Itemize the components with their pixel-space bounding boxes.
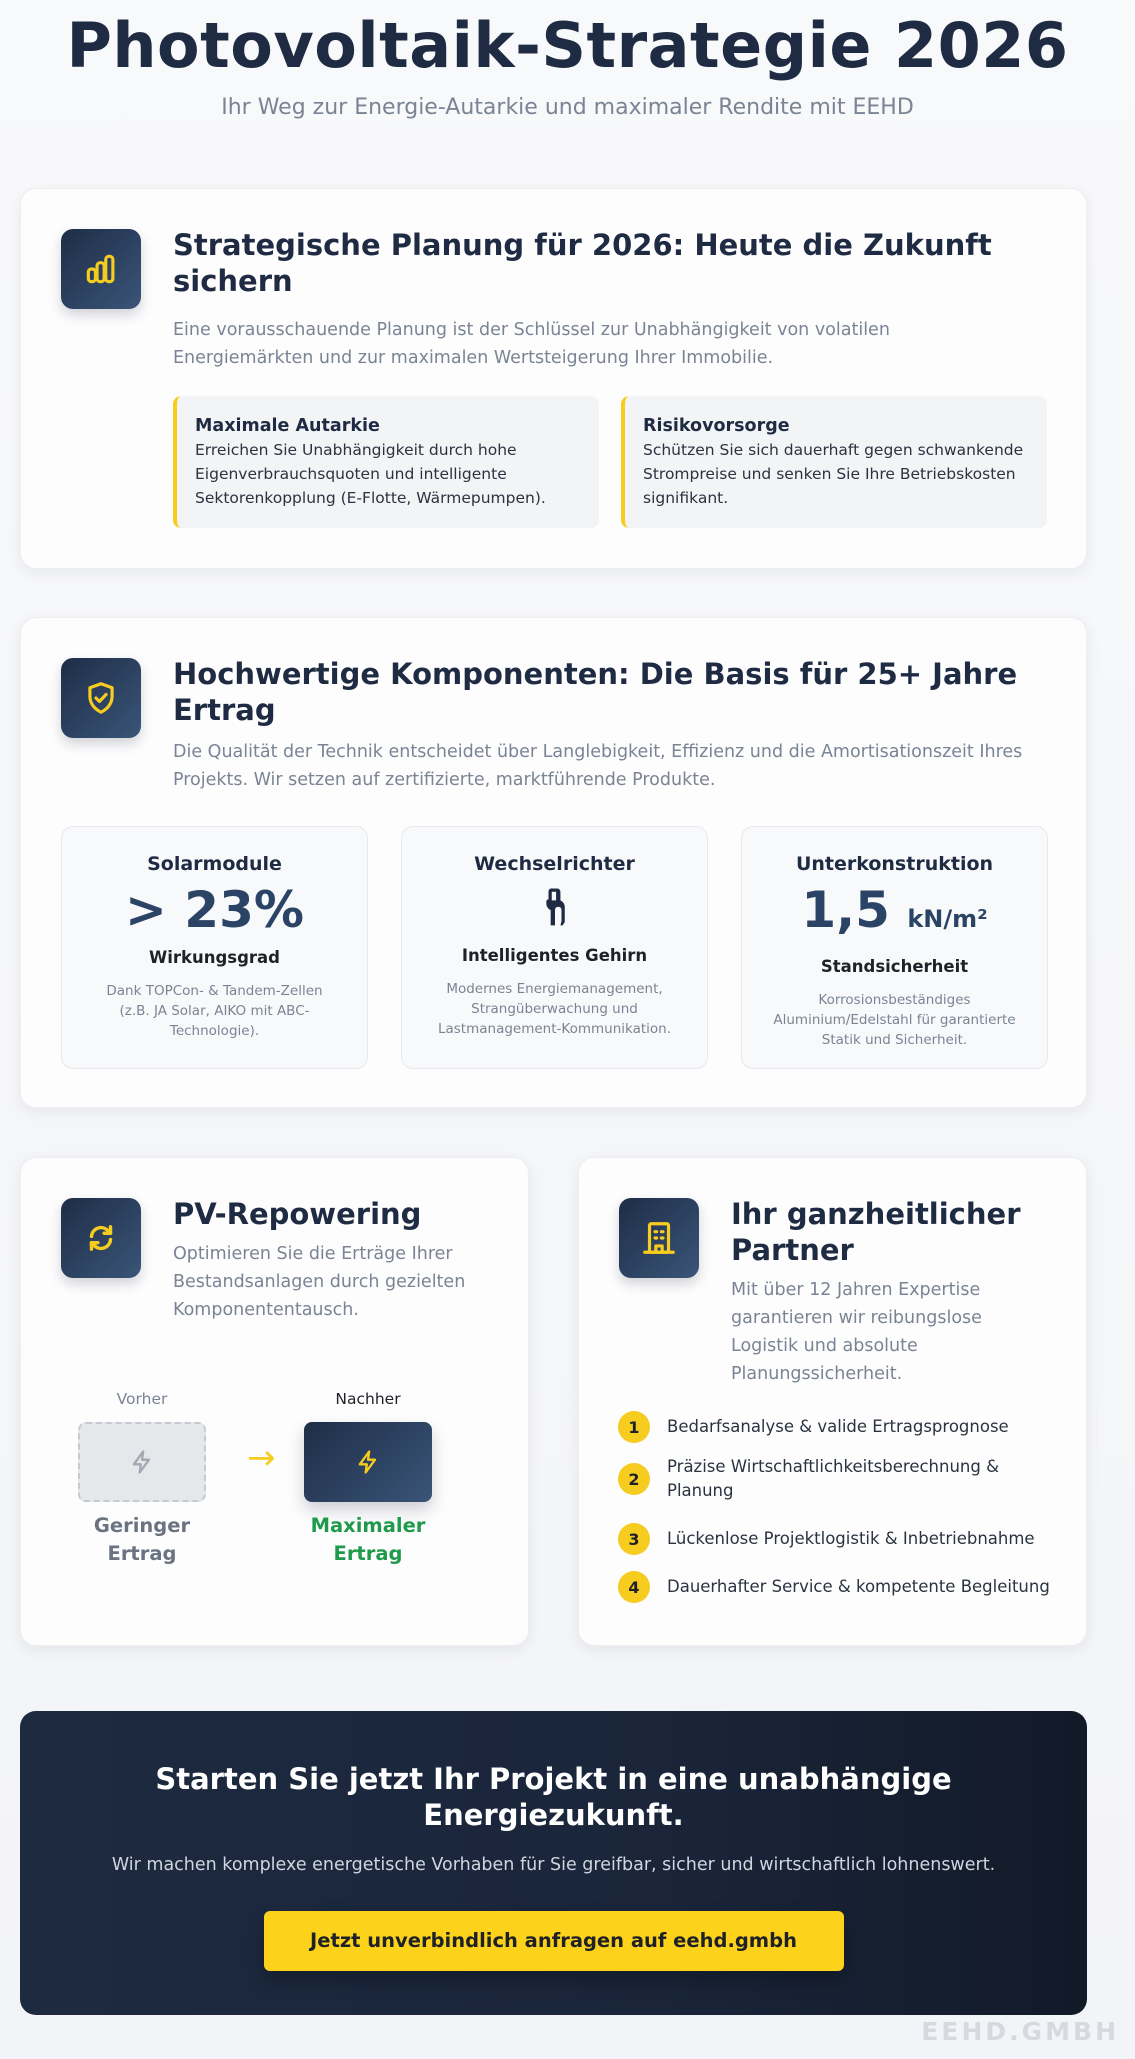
cta-inquiry-button[interactable]: Jetzt unverbindlich anfragen auf eehd.gmbh xyxy=(264,1911,844,1971)
refresh-arrows-icon xyxy=(82,1219,120,1257)
partner-icon-tile xyxy=(619,1198,699,1278)
stat-title: Unterkonstruktion xyxy=(795,853,994,875)
step-number-badge: 3 xyxy=(618,1523,650,1555)
before-caption: Geringer Ertrag xyxy=(93,1514,191,1565)
components-icon-tile xyxy=(61,658,141,738)
repowering-description: Optimieren Sie die Erträge Ihrer Bestandsanlagen durch gezielten Komponententausch. xyxy=(173,1244,466,1320)
before-box xyxy=(78,1422,206,1502)
info-box-text: Erreichen Sie Unabhängigkeit durch hohe Eigenverbrauchsquoten und intelligente Sektorenkopplung (E-Flotte, Wärmepumpen). xyxy=(195,441,546,507)
step-text: Bedarfsanalyse & valide Ertragsprognose xyxy=(667,1417,1009,1436)
stat-description: Korrosionsbeständiges Aluminium/Edelstahl für garantierte Statik und Sicherheit. xyxy=(773,992,1016,1048)
stat-label: Standsicherheit xyxy=(820,957,969,976)
stat-label: Intelligentes Gehirn xyxy=(461,946,648,965)
info-box-autarkie xyxy=(173,396,599,528)
planning-description: Eine vorausschauende Planung ist der Schlüssel zur Unabhängigkeit von volatilen Energiemärkten und zur maximalen Wertsteigerung Ihrer Immobilie. xyxy=(173,320,890,368)
stat-label: Wirkungsgrad xyxy=(149,948,280,967)
info-box-risikovorsorge xyxy=(621,396,1047,528)
stat-description: Modernes Energiemanagement, Strangüberwachung und Lastmanagement-Kommunikation. xyxy=(437,981,672,1037)
repowering-title: PV-Repowering xyxy=(173,1197,422,1231)
components-title: Hochwertige Komponenten: Die Basis für 25+ Jahre Ertrag xyxy=(173,657,1018,727)
stat-title: Solarmodule xyxy=(147,853,282,875)
components-card xyxy=(20,617,1087,1108)
shield-check-icon xyxy=(82,679,120,717)
bolt-outline-icon-gray xyxy=(128,1448,156,1476)
before-label: Vorher xyxy=(116,1390,168,1408)
planning-icon-tile xyxy=(61,229,141,309)
stat-card-wechselrichter xyxy=(401,826,708,1069)
planning-card xyxy=(20,188,1087,569)
stat-description: Dank TOPCon- & Tandem-Zellen (z.B. JA Solar, AIKO mit ABC-Technologie). xyxy=(106,983,323,1039)
cta-banner xyxy=(20,1711,1087,2015)
cta-title: Starten Sie jetzt Ihr Projekt in eine unabhängige Energiezukunft. xyxy=(155,1762,952,1832)
stat-value xyxy=(742,881,1047,948)
partner-title: Ihr ganzheitlicher Partner xyxy=(731,1197,1021,1267)
page-subtitle: Ihr Weg zur Energie-Autarkie und maximaler Rendite mit EEHD xyxy=(221,95,914,120)
step-item xyxy=(618,1455,1037,1503)
after-caption: Maximaler Ertrag xyxy=(310,1514,426,1565)
repowering-icon-tile xyxy=(61,1198,141,1278)
info-box-text: Schützen Sie sich dauerhaft gegen schwankende Strompreise und senken Sie Ihre Betriebskosten signifikant. xyxy=(643,441,1024,507)
info-box-title: Risikovorsorge xyxy=(643,416,790,436)
components-description: Die Qualität der Technik entscheidet über Langlebigkeit, Effizienz und die Amortisationszeit Ihres Projekts. Wir setzen auf zertifizierte, marktführende Produkte. xyxy=(173,742,1023,790)
repowering-card xyxy=(20,1157,529,1646)
page-title: Photovoltaik-Strategie 2026 xyxy=(66,9,1069,82)
brain-icon xyxy=(402,879,707,937)
info-box-title: Maximale Autarkie xyxy=(195,416,380,436)
page-header xyxy=(0,0,1135,122)
brand-watermark: EEHD.GMBH xyxy=(921,2017,1119,2046)
after-label: Nachher xyxy=(335,1390,401,1408)
stat-value-unit: kN/m² xyxy=(907,905,988,933)
stat-title: Wechselrichter xyxy=(474,853,635,875)
stat-card-unterkonstruktion xyxy=(741,826,1048,1069)
stat-value: > 23% xyxy=(125,881,304,939)
planning-title: Strategische Planung für 2026: Heute die Zukunft sichern xyxy=(173,228,992,298)
step-item xyxy=(618,1523,1067,1555)
partner-description: Mit über 12 Jahren Expertise garantieren wir reibungslose Logistik und absolute Planungssicherheit. xyxy=(731,1280,982,1384)
bar-chart-icon xyxy=(82,250,120,288)
after-box xyxy=(304,1422,432,1502)
stat-card-solarmodule xyxy=(61,826,368,1069)
step-item xyxy=(618,1411,1067,1443)
bolt-outline-icon-yellow xyxy=(354,1448,382,1476)
cta-text: Wir machen komplexe energetische Vorhaben für Sie greifbar, sicher und wirtschaftlich lohnenswert. xyxy=(111,1855,996,1875)
stat-value-number: 1,5 xyxy=(801,881,890,939)
arrow-right-icon: → xyxy=(247,1438,276,1478)
building-icon xyxy=(640,1219,678,1257)
step-text: Lückenlose Projektlogistik & Inbetriebnahme xyxy=(667,1529,1035,1548)
step-text: Präzise Wirtschaftlichkeitsberechnung & Planung xyxy=(667,1457,999,1500)
step-number-badge: 4 xyxy=(618,1571,650,1603)
step-text: Dauerhafter Service & kompetente Begleitung xyxy=(667,1577,1050,1596)
step-number-badge: 1 xyxy=(618,1411,650,1443)
step-number-badge: 2 xyxy=(618,1463,650,1495)
step-item xyxy=(618,1571,1067,1603)
